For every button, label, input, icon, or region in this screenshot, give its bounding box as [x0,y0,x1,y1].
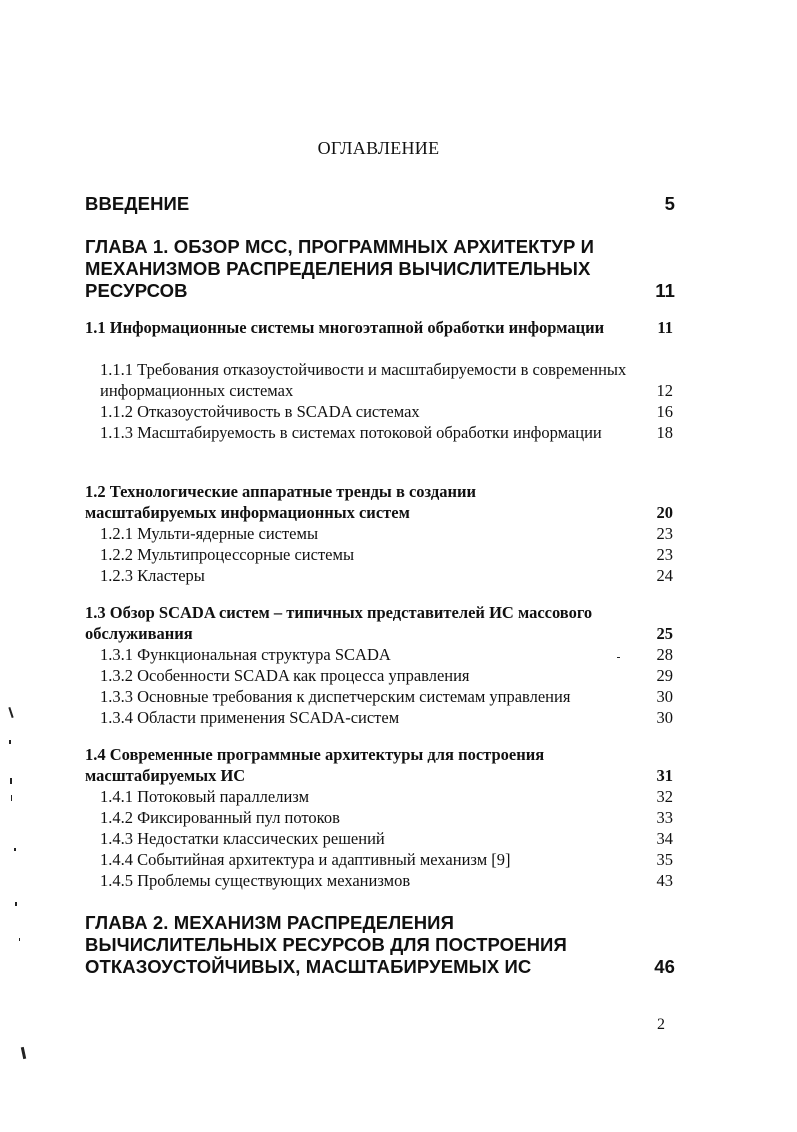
toc-entry-text: 1.3.4 Области применения SCADA-систем [100,708,400,727]
page-number: 2 [657,1016,665,1033]
toc-entry-text: 1.1.1 Требования отказоустойчивости и масштабируемости в современных информационных системах [100,360,627,400]
toc-entry-introduction [85,193,675,215]
toc-entry-page: 23 [656,524,673,543]
toc-entry-chapter-2 [85,912,675,978]
toc-entry-subsection [100,565,673,586]
toc-entry-page: 30 [656,708,673,727]
toc-entry-subsection [100,807,673,828]
toc-entry-page: 29 [656,666,673,685]
scan-speck [21,1047,26,1059]
toc-entry-page: 11 [657,318,673,337]
toc-entry-page: 34 [656,829,673,848]
scan-speck [617,657,620,658]
toc-entry-page: 25 [656,624,673,643]
toc-entry-page: 30 [656,687,673,706]
toc-entry-text: 1.4.5 Проблемы существующих механизмов [100,871,411,890]
toc-entry-page: 43 [656,871,673,890]
toc-entry-subsection [100,707,673,728]
toc-entry-text: ВВЕДЕНИЕ [85,193,190,214]
toc-entry-subsection [100,544,673,565]
toc-entry-page: 46 [654,956,675,977]
toc-entry-subsection [100,523,673,544]
scan-speck [11,795,12,801]
toc-entry-text: 1.2 Технологические аппаратные тренды в создании масштабируемых информационных систем [85,482,476,522]
toc-entry-text: 1.4.4 Событийная архитектура и адаптивный механизм [9] [100,850,511,869]
toc-entry-page: 23 [656,545,673,564]
toc-entry-chapter-1 [85,236,675,302]
scan-speck [19,938,20,941]
toc-entry-subsection [100,828,673,849]
toc-entry-page: 20 [656,503,673,522]
toc-entry-text: ГЛАВА 2. МЕХАНИЗМ РАСПРЕДЕЛЕНИЯ ВЫЧИСЛИТЕЛЬНЫХ РЕСУРСОВ ДЛЯ ПОСТРОЕНИЯ ОТКАЗОУСТОЙЧИВЫХ, МАСШТАБИРУЕМЫХ ИС [85,912,567,977]
toc-entry-text: 1.3 Обзор SCADA систем – типичных представителей ИС массового обслуживания [85,603,593,643]
scan-speck [14,848,16,851]
toc-entry-text: 1.3.2 Особенности SCADA как процесса управления [100,666,470,685]
toc-entry-subsection [100,686,673,707]
toc-entry-section-1-1 [85,317,673,338]
toc-entry-text: 1.3.3 Основные требования к диспетчерским системам управления [100,687,571,706]
toc-entry-subsection [100,422,673,443]
scan-speck [9,740,11,744]
toc-entry-text: 1.2.3 Кластеры [100,566,205,585]
scan-speck [10,778,12,784]
toc-entry-subsection [100,786,673,807]
toc-entry-section-1-2 [85,481,673,523]
toc-entry-text: 1.1.2 Отказоустойчивость в SCADA системах [100,402,420,421]
toc-entry-section-1-4 [85,744,673,786]
toc-entry-page: 32 [656,787,673,806]
toc-entry-page: 11 [655,280,675,301]
toc-entry-subsection [100,665,673,686]
toc-entry-page: 12 [656,381,673,400]
toc-entry-subsection [100,849,673,870]
toc-entry-text: 1.4.1 Потоковый параллелизм [100,787,310,806]
toc-entry-page: 33 [656,808,673,827]
toc-entry-text: 1.4.3 Недостатки классических решений [100,829,385,848]
toc-entry-page: 5 [664,193,675,214]
toc-entry-subsection [100,870,673,891]
toc-entry-page: 18 [656,423,673,442]
toc-entry-section-1-3 [85,602,673,644]
toc-entry-text: 1.2.1 Мульти-ядерные системы [100,524,319,543]
toc-entry-text: 1.1.3 Масштабируемость в системах потоковой обработки информации [100,423,602,442]
toc-entry-page: 16 [656,402,673,421]
toc-entry-text: ГЛАВА 1. ОБЗОР МСС, ПРОГРАММНЫХ АРХИТЕКТУР И МЕХАНИЗМОВ РАСПРЕДЕЛЕНИЯ ВЫЧИСЛИТЕЛЬНЫХ РЕСУРСОВ [85,236,595,301]
toc-entry-page: 31 [656,766,673,785]
toc-entry-text: 1.3.1 Функциональная структура SCADA [100,645,391,664]
toc-entry-page: 28 [656,645,673,664]
toc-entry-text: 1.4 Современные программные архитектуры для построения масштабируемых ИС [85,745,545,785]
toc-entry-subsection [100,644,673,665]
toc-entry-subsection [100,401,673,422]
toc-entry-subsection [100,359,673,401]
toc-entry-text: 1.1 Информационные системы многоэтапной обработки информации [85,318,605,337]
toc-heading: ОГЛАВЛЕНИЕ [317,138,440,158]
toc-entry-page: 35 [656,850,673,869]
toc-entry-text: 1.2.2 Мультипроцессорные системы [100,545,355,564]
toc-entry-page: 24 [656,566,673,585]
toc-entry-text: 1.4.2 Фиксированный пул потоков [100,808,340,827]
scan-speck [8,707,13,718]
scan-speck [15,902,17,906]
